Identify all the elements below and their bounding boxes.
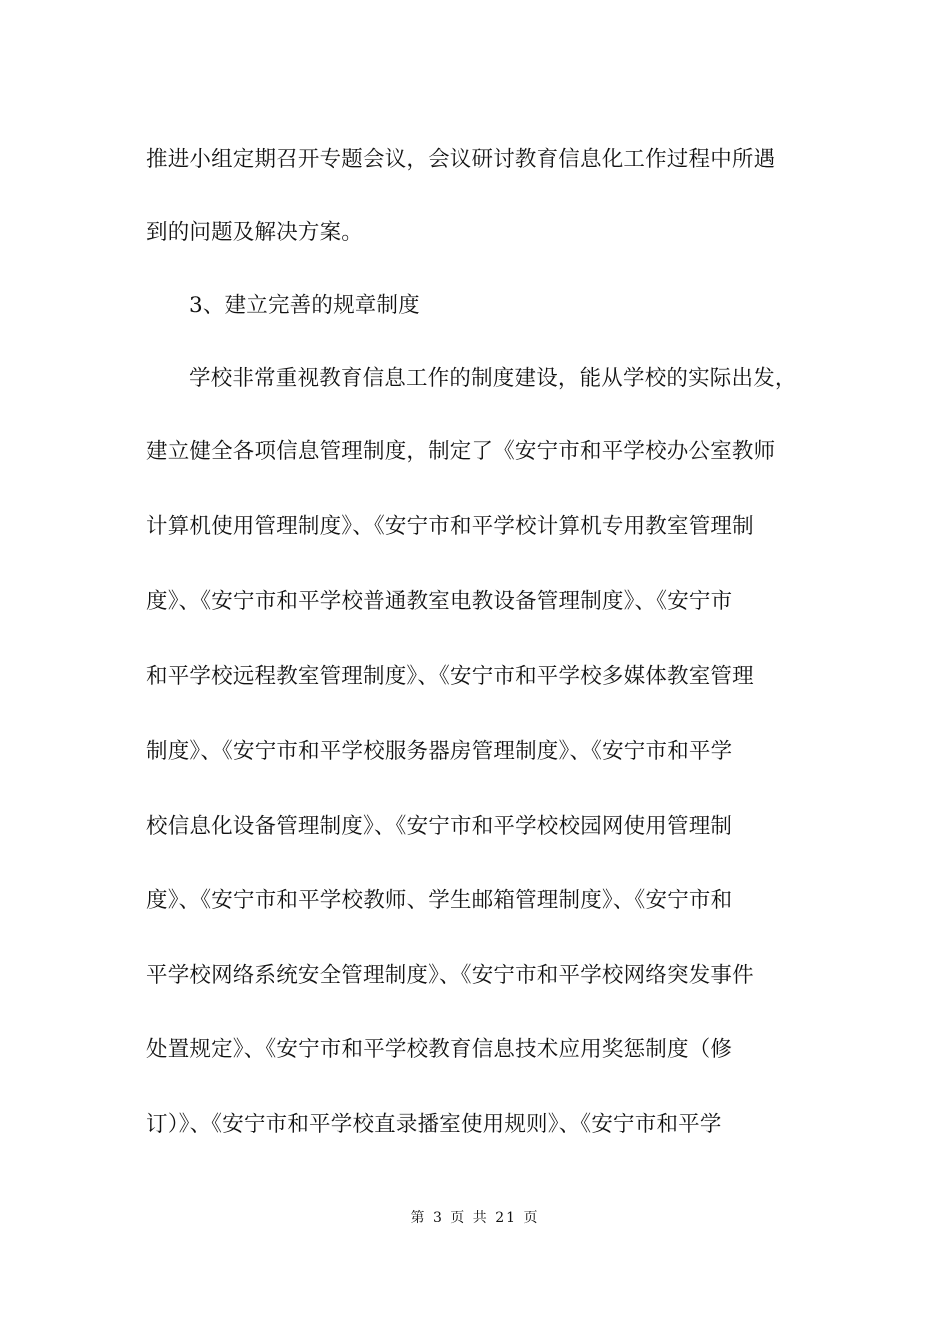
paragraph-line: 和平学校远程教室管理制度》、《安宁市和平学校多媒体教室管理 bbox=[146, 664, 754, 689]
paragraph-line: 到的问题及解决方案。 bbox=[146, 220, 364, 245]
paragraph-line: 度》、《安宁市和平学校普通教室电教设备管理制度》、《安宁市 bbox=[146, 589, 733, 614]
paragraph-line: 建立健全各项信息管理制度，制定了《安宁市和平学校办公室教师 bbox=[146, 439, 776, 464]
paragraph-line: 计算机使用管理制度》、《安宁市和平学校计算机专用教室管理制 bbox=[146, 514, 754, 539]
section-heading: 3、建立完善的规章制度 bbox=[189, 293, 420, 318]
paragraph-line: 校信息化设备管理制度》、《安宁市和平学校校园网使用管理制 bbox=[146, 814, 733, 839]
paragraph-line: 订）》、《安宁市和平学校直录播室使用规则》、《安宁市和平学 bbox=[146, 1112, 722, 1137]
paragraph-line: 度》、《安宁市和平学校教师、学生邮箱管理制度》、《安宁市和 bbox=[146, 888, 733, 913]
page-footer bbox=[0, 1208, 950, 1228]
paragraph-line: 学校非常重视教育信息工作的制度建设，能从学校的实际出发， bbox=[189, 366, 797, 391]
page-number: 第 3 页 共 21 页 bbox=[410, 1210, 540, 1226]
paragraph-line: 推进小组定期召开专题会议，会议研讨教育信息化工作过程中所遇 bbox=[146, 147, 776, 172]
paragraph-line: 处置规定》、《安宁市和平学校教育信息技术应用奖惩制度（修 bbox=[146, 1037, 733, 1062]
paragraph-line: 平学校网络系统安全管理制度》、《安宁市和平学校网络突发事件 bbox=[146, 963, 754, 988]
paragraph-line: 制度》、《安宁市和平学校服务器房管理制度》、《安宁市和平学 bbox=[146, 739, 733, 764]
